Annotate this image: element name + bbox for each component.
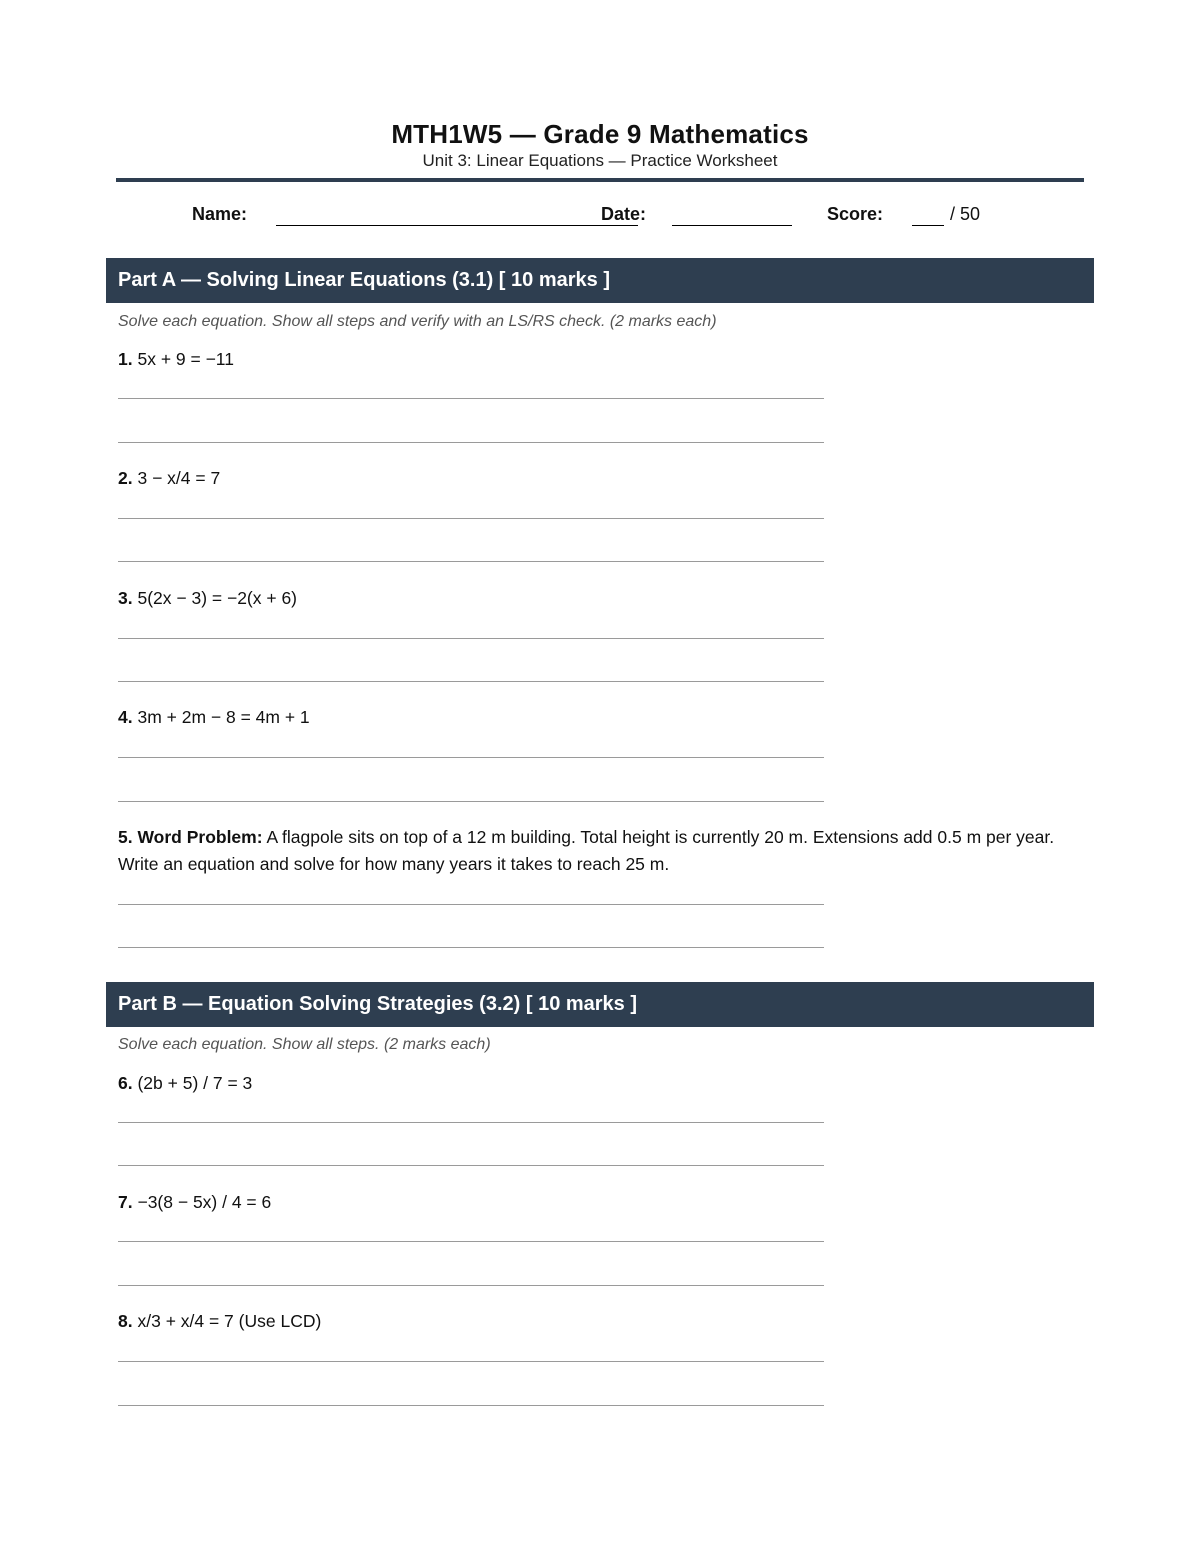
date-field[interactable] — [672, 225, 792, 226]
answer-line[interactable] — [118, 398, 824, 399]
score-total: / 50 — [950, 204, 981, 224]
question-text: 3m + 2m − 8 = 4m + 1 — [137, 707, 310, 727]
question-5 — [118, 824, 1078, 878]
worksheet-subtitle: Unit 3: Linear Equations — Practice Worksheet — [422, 151, 778, 170]
question-text: (2b + 5) / 7 = 3 — [137, 1073, 253, 1093]
question-4 — [118, 704, 1078, 731]
question-2 — [118, 465, 1078, 492]
answer-line[interactable] — [118, 1285, 824, 1286]
section-heading-part-b: Part B — Equation Solving Strategies (3.2) [ 10 marks ] — [106, 982, 1094, 1027]
worksheet-title: MTH1W5 — Grade 9 Mathematics — [391, 119, 809, 149]
question-number: 2. — [118, 468, 133, 488]
question-number: 7. — [118, 1192, 133, 1212]
answer-line[interactable] — [118, 947, 824, 948]
answer-line[interactable] — [118, 1405, 824, 1406]
question-text: x/3 + x/4 = 7 (Use LCD) — [137, 1311, 322, 1331]
question-number: 1. — [118, 349, 133, 369]
name-field[interactable] — [276, 225, 638, 226]
section-instructions-part-b: Solve each equation. Show all steps. (2 marks each) — [118, 1036, 491, 1053]
answer-line[interactable] — [118, 442, 824, 443]
question-text: A flagpole sits on top of a 12 m building. Total height is currently 20 m. Extensions add 0.5 m per year. Write an equation and solve for how many years it takes to reach 25 m. — [118, 827, 1055, 874]
question-3 — [118, 585, 1078, 612]
section-heading-part-a: Part A — Solving Linear Equations (3.1) [ 10 marks ] — [106, 258, 1094, 303]
score-field[interactable] — [912, 225, 944, 226]
title-divider — [116, 178, 1084, 182]
answer-line[interactable] — [118, 638, 824, 639]
answer-line[interactable] — [118, 561, 824, 562]
answer-line[interactable] — [118, 757, 824, 758]
name-label: Name: — [192, 204, 248, 224]
question-number: 3. — [118, 588, 133, 608]
question-number: 6. — [118, 1073, 133, 1093]
answer-line[interactable] — [118, 1165, 824, 1166]
question-6 — [118, 1070, 1078, 1097]
question-number: 4. — [118, 707, 133, 727]
answer-line[interactable] — [118, 904, 824, 905]
question-1 — [118, 346, 1078, 373]
question-7 — [118, 1189, 1078, 1216]
answer-line[interactable] — [118, 1122, 824, 1123]
question-number: 5. Word Problem: — [118, 827, 263, 847]
question-text: 5x + 9 = −11 — [137, 349, 234, 369]
question-number: 8. — [118, 1311, 133, 1331]
question-text: −3(8 − 5x) / 4 = 6 — [137, 1192, 272, 1212]
score-label: Score: — [827, 204, 884, 224]
answer-line[interactable] — [118, 1361, 824, 1362]
date-label: Date: — [601, 204, 647, 224]
question-8 — [118, 1308, 1078, 1335]
answer-line[interactable] — [118, 518, 824, 519]
answer-line[interactable] — [118, 681, 824, 682]
answer-line[interactable] — [118, 1241, 824, 1242]
section-instructions-part-a: Solve each equation. Show all steps and verify with an LS/RS check. (2 marks each) — [118, 313, 717, 330]
question-text: 5(2x − 3) = −2(x + 6) — [137, 588, 298, 608]
answer-line[interactable] — [118, 801, 824, 802]
question-text: 3 − x/4 = 7 — [137, 468, 221, 488]
